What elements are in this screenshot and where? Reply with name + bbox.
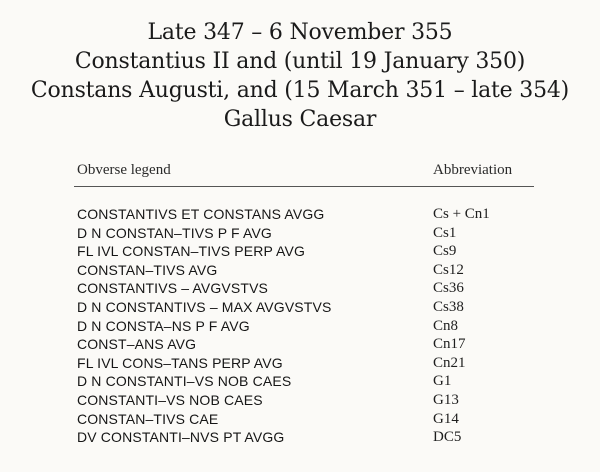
obverse-legend-header: Obverse legend xyxy=(77,162,171,178)
abbreviation: Cs9 xyxy=(433,243,457,260)
title-line: Late 347 – 6 November 355 xyxy=(147,20,453,45)
obverse-legend: FL IVL CONSTAN–TIVS PERP AVG xyxy=(77,243,306,260)
obverse-legend: D N CONSTANTI–VS NOB CAES xyxy=(77,373,292,390)
abbreviation: Cs38 xyxy=(433,298,464,315)
table-row xyxy=(0,317,600,336)
obverse-legend: CONSTANTIVS – AVGVSTVS xyxy=(77,280,269,297)
table-row xyxy=(0,205,600,224)
table-row xyxy=(0,261,600,280)
obverse-legend: CONSTAN–TIVS CAE xyxy=(77,410,219,427)
table-row xyxy=(0,428,600,447)
abbreviation-header: Abbreviation xyxy=(433,162,513,178)
obverse-legend: CONSTANTI–VS NOB CAES xyxy=(77,391,263,408)
title-line: Gallus Caesar xyxy=(223,107,377,132)
abbreviation: Cs + Cn1 xyxy=(433,206,490,222)
abbreviation: G13 xyxy=(433,391,459,408)
abbreviation: G14 xyxy=(433,410,459,427)
header-divider xyxy=(74,186,534,187)
table-row xyxy=(0,335,600,354)
obverse-legend: FL IVL CONS–TANS PERP AVG xyxy=(77,354,283,371)
legend-table xyxy=(0,205,600,447)
obverse-legend: D N CONSTAN–TIVS P F AVG xyxy=(77,224,272,241)
abbreviation: G1 xyxy=(433,373,452,390)
abbreviation: Cn17 xyxy=(433,336,466,353)
abbreviation: Cn21 xyxy=(433,354,466,371)
obverse-legend: DV CONSTANTI–NVS PT AVGG xyxy=(77,429,285,446)
table-row xyxy=(0,298,600,317)
table-row xyxy=(0,410,600,429)
abbreviation: Cs12 xyxy=(433,261,464,278)
obverse-legend: D N CONSTANTIVS – MAX AVGVSTVS xyxy=(77,298,332,315)
obverse-legend: CONSTANTIVS ET CONSTANS AVGG xyxy=(77,206,325,222)
abbreviation: Cs36 xyxy=(433,280,464,297)
table-row xyxy=(0,242,600,261)
page-title xyxy=(0,18,600,134)
title-line: Constantius II and (until 19 January 350) xyxy=(74,49,526,74)
table-row xyxy=(0,372,600,391)
obverse-legend: CONSTAN–TIVS AVG xyxy=(77,261,218,278)
table-row xyxy=(0,279,600,298)
table-row xyxy=(0,391,600,410)
abbreviation: DC5 xyxy=(433,429,462,446)
abbreviation: Cn8 xyxy=(433,317,459,334)
title-line: Constans Augusti, and (15 March 351 – late 354) xyxy=(30,78,570,103)
table-row xyxy=(0,354,600,373)
table-row xyxy=(0,224,600,243)
abbreviation: Cs1 xyxy=(433,224,457,241)
obverse-legend: D N CONSTA–NS P F AVG xyxy=(77,317,250,334)
obverse-legend: CONST–ANS AVG xyxy=(77,336,197,353)
